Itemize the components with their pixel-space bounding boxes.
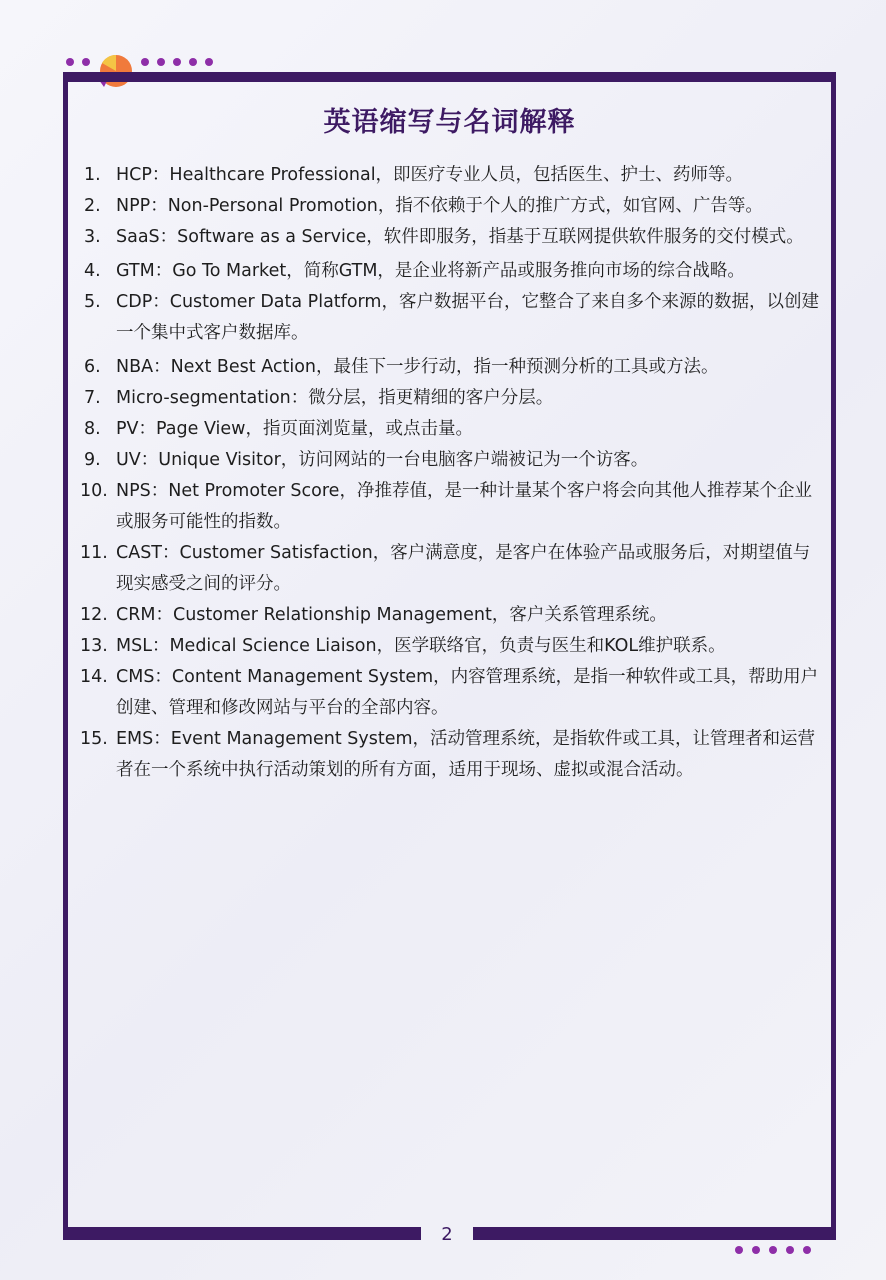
item-number: 14. — [80, 667, 108, 687]
page-title: 英语缩写与名词解释 — [323, 107, 576, 138]
item-number: 1. — [84, 165, 101, 185]
glossary-item — [80, 352, 820, 383]
decorative-dot — [141, 58, 149, 66]
item-number: 13. — [80, 636, 108, 656]
decorative-dot — [82, 58, 90, 66]
decorative-dot — [189, 58, 197, 66]
decorative-dot — [752, 1246, 760, 1254]
item-number: 3. — [84, 227, 101, 247]
item-text: EMS：Event Management System，活动管理系统，是指软件或工具，让管理者和运营者在一个系统中执行活动策划的所有方面，适用于现场、虚拟或混合活动。 — [116, 729, 816, 780]
glossary-item — [80, 600, 820, 631]
decorative-dot — [66, 58, 74, 66]
glossary-item — [80, 631, 820, 662]
item-number: 7. — [84, 388, 101, 408]
glossary-item — [80, 287, 820, 349]
glossary-item — [80, 222, 820, 253]
frame-bottom-bar-right — [473, 1227, 836, 1240]
item-number: 11. — [80, 543, 108, 563]
item-text: NPS：Net Promoter Score，净推荐值，是一种计量某个客户将会向其他人推荐某个企业或服务可能性的指数。 — [116, 481, 812, 532]
item-text: NPP：Non-Personal Promotion，指不依赖于个人的推广方式，如官网、广告等。 — [116, 196, 763, 216]
item-number: 2. — [84, 196, 101, 216]
item-text: NBA：Next Best Action，最佳下一步行动，指一种预测分析的工具或方法。 — [116, 357, 719, 377]
item-text: UV：Unique Visitor，访问网站的一台电脑客户端被记为一个访客。 — [116, 450, 649, 470]
decorative-dot — [173, 58, 181, 66]
item-text: CAST：Customer Satisfaction，客户满意度，是客户在体验产品或服务后，对期望值与现实感受之间的评分。 — [116, 543, 811, 594]
item-text: HCP：Healthcare Professional，即医疗专业人员，包括医生、护士、药师等。 — [116, 165, 744, 185]
decorative-dot — [786, 1246, 794, 1254]
item-number: 9. — [84, 450, 101, 470]
item-text: SaaS：Software as a Service，软件即服务，指基于互联网提供软件服务的交付模式。 — [116, 227, 804, 247]
item-number: 4. — [84, 261, 101, 281]
page-number: 2 — [441, 1224, 453, 1245]
item-text: GTM：Go To Market，简称GTM，是企业将新产品或服务推向市场的综合战略。 — [116, 261, 745, 281]
glossary-item — [80, 191, 820, 222]
glossary-item — [80, 662, 820, 724]
decorative-dot — [735, 1246, 743, 1254]
glossary-item — [80, 476, 820, 538]
glossary-item — [80, 538, 820, 600]
decorative-dot — [157, 58, 165, 66]
item-number: 10. — [80, 481, 108, 501]
item-text: CRM：Customer Relationship Management，客户关系管理系统。 — [116, 605, 667, 625]
frame-bottom-bar-left — [63, 1227, 421, 1240]
frame-left-bar — [63, 72, 68, 1240]
item-text: CDP：Customer Data Platform，客户数据平台，它整合了来自多个来源的数据，以创建一个集中式客户数据库。 — [116, 292, 819, 343]
decorative-dot — [769, 1246, 777, 1254]
item-number: 8. — [84, 419, 101, 439]
item-text: CMS：Content Management System，内容管理系统，是指一种软件或工具，帮助用户创建、管理和修改网站与平台的全部内容。 — [116, 667, 819, 718]
glossary-item — [80, 383, 820, 414]
glossary-item — [80, 160, 820, 191]
item-number: 15. — [80, 729, 108, 749]
glossary-item — [80, 256, 820, 287]
item-text: Micro-segmentation：微分层，指更精细的客户分层。 — [116, 388, 554, 408]
glossary-item — [80, 414, 820, 445]
item-number: 12. — [80, 605, 108, 625]
glossary-item — [80, 445, 820, 476]
frame-top-bar — [63, 72, 836, 82]
decorative-dot — [803, 1246, 811, 1254]
item-text: PV：Page View，指页面浏览量，或点击量。 — [116, 419, 473, 439]
frame-right-bar — [831, 72, 836, 1240]
glossary-item — [80, 724, 820, 786]
item-text: MSL：Medical Science Liaison，医学联络官，负责与医生和KOL维护联系。 — [116, 636, 726, 656]
decorative-dot — [205, 58, 213, 66]
glossary-list — [80, 160, 820, 786]
item-number: 5. — [84, 292, 101, 312]
item-number: 6. — [84, 357, 101, 377]
